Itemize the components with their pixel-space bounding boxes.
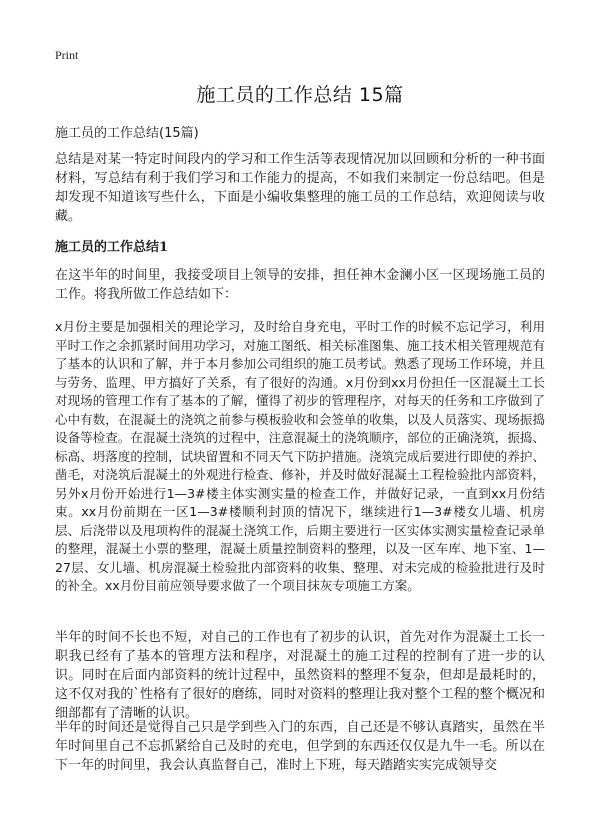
section-heading: 施工员的工作总结1 (55, 240, 169, 255)
body-paragraph-2: x月份主要是加强相关的理论学习，及时给自身充电，平时工作的时候不忘记学习，利用平时工作之余抓紧时间用功学习，对施工图纸、相关标准图集、施工技术相关管理规范有了基本的认识和了解，并于本月参加公司组织的施工员考试。熟悉了现场工作环境，并且与劳务、监理、甲方搞好了关系，有了很好的沟通。x月份到xx月份担任一区混凝土工长对现场的管理工作有了基本的了解，懂得了初步的管理程序，对每天的任务和工序做到了心中有数，在混凝土的浇筑之前参与模板验收和会签单的收集，以及人员落实、现场振捣设备等检查。在混凝土浇筑的过程中，注意混凝土的浇筑顺序，部位的正确浇筑，振捣、标高、坍落度的控制，试块留置和不同天气下防护措施。浇筑完成后要进行即使的养护、凿毛，对浇筑后混凝土的外观进行检查、修补，并及时做好混凝土工程检验批内部资料，另外x月份开始进行1—3#楼主体实测实量的检查工作，并做好记录，一直到xx月份结束。xx月份前期在一区1—3#楼顺利封顶的情况下，继续进行1—3#楼女儿墙、机房层、后浇带以及甩项构件的混凝土浇筑工作，后期主要进行一区实体实测实量检查记录单的整理，混凝土小票的整理，混凝土质量控制资料的整理，以及一区车库、地下室、1—27层、女儿墙、机房混凝土检验批内部资料的收集、整理、对未完成的检验批进行及时的补全。xx月份目前应领导要求做了一个项目抹灰专项施工方案。 (55, 319, 545, 593)
body-paragraph-1: 在这半年的时间里，我接受项目上领导的安排，担任神木金澜小区一区现场施工员的工作。将我所做工作总结如下： (55, 268, 545, 302)
document-title: 施工员的工作总结 15篇 (196, 84, 404, 106)
document-subtitle: 施工员的工作总结(15篇) (55, 126, 199, 141)
body-paragraph-3: 半年的时间不长也不短，对自己的工作也有了初步的认识，首先对作为混凝土工长一职我已经有了基本的管理方法和程序，对混凝土的施工过程的控制有了进一步的认识。同时在后面内部资料的统计过程中，虽然资料的整理不复杂，但却是最耗时的，这不仅对我的`性格有了很好的磨练，同时对资料的整理让我对整个工程的整个概况和细部都有了清晰的认识。 (55, 630, 545, 721)
intro-paragraph: 总结是对某一特定时间段内的学习和工作生活等表现情况加以回顾和分析的一种书面材料，写总结有利于我们学习和工作能力的提高，不如我们来制定一份总结吧。但是却发现不知道该写些什么，下面是小编收集整理的施工员的工作总结，欢迎阅读与收藏。 (55, 152, 545, 224)
body-paragraph-4: 半年的时间还是觉得自己只是学到些入门的东西，自己还是不够认真踏实，虽然在半年时间里自己不忘抓紧给自己及时的充电，但学到的东西还仅仅是九牛一毛。所以在下一年的时间里，我会认真监督自己，准时上下班，每天踏踏实实完成领导交 (55, 720, 545, 773)
print-link[interactable]: Print (55, 48, 79, 62)
